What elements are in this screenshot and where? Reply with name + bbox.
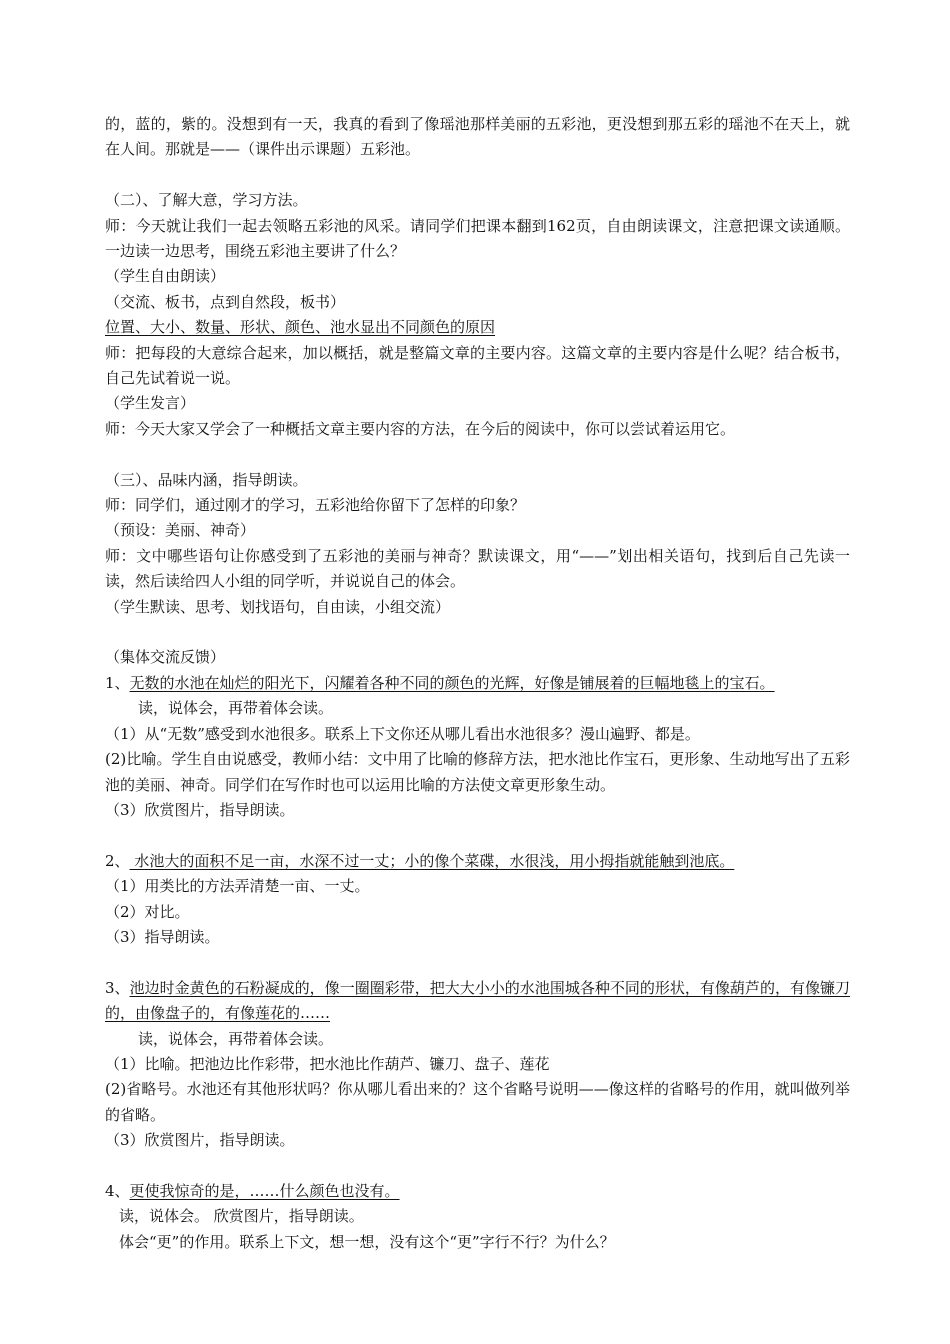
stage-note: （预设：美丽、神奇） [105,521,256,540]
item-number: 3、 [105,978,130,997]
point: （1）比喻。把池边比作彩带，把水池比作葫芦、镰刀、盘子、莲花 [105,1054,550,1073]
point: (2)比喻。学生自由说感受，教师小结：文中用了比喻的修辞方法，把水池比作宝石，更形象、生动地写出了五彩池的美丽、神奇。同学们在写作时也可以运用比喻的方法使文章更形象生动。 [105,750,850,794]
spacer [105,823,850,848]
sentence-4 [105,1179,850,1204]
board-notes [105,315,850,340]
teacher-line: 师：把每段的大意综合起来，加以概括，就是整篇文章的主要内容。这篇文章的主要内容是什么呢？结合板书，自己先试着说一说。 [105,343,850,388]
point: （1）从“无数”感受到水池很多。联系上下文你还从哪儿看出水池很多？漫山遍野、都是。 [105,724,700,743]
stage-note: （集体交流反馈） [105,648,226,667]
item-number: 1、 [105,673,130,692]
spacer [105,620,850,645]
item-number: 4、 [105,1181,130,1200]
point: (2)省略号。水池还有其他形状吗？你从哪儿看出来的？这个省略号说明——像这样的省略号的作用，就叫做列举的省略。 [105,1080,850,1124]
point: （2）对比。 [105,902,190,921]
sentence-2 [105,849,850,874]
quoted-sentence: 无数的水池在灿烂的阳光下，闪耀着各种不同的颜色的光辉，好像是铺展着的巨幅地毯上的宝石。 [129,673,775,692]
stage-note: （学生发言） [105,394,196,413]
point: （3）欣赏图片，指导朗读。 [105,1131,295,1150]
section-heading-3: （三）、品味内涵，指导朗读。 [105,470,308,489]
stage-note: （学生默读、思考、划找语句，自由读，小组交流） [105,597,451,616]
section-heading-2: （二）、了解大意，学习方法。 [105,191,308,210]
teacher-line: 师：文中哪些语句让你感受到了五彩池的美丽与神奇？默读课文，用“——”划出相关语句，找到后自己先读一读，然后读给四人小组的同学听，并说说自己的体会。 [105,546,850,591]
quoted-sentence: 更使我惊奇的是，……什么颜色也没有。 [129,1181,400,1200]
point: （3）欣赏图片，指导朗读。 [105,800,295,819]
stage-note: （交流、板书，点到自然段，板书） [105,292,346,311]
board-notes-text: 位置、大小、数量、形状、颜色、池水显出不同颜色的原因 [105,318,496,337]
instruction: 读，说体会，再带着体会读。 [138,699,334,718]
quoted-sentence: 水池大的面积不足一亩，水深不过一丈；小的像个菜碟，水很浅，用小拇指就能触到池底。 [129,851,735,870]
teacher-line: 师：今天就让我们一起去领略五彩池的风采。请同学们把课本翻到162页，自由朗读课文，注意把课文读通顺。一边读一边思考，围绕五彩池主要讲了什么？ [105,216,850,261]
point: （3）指导朗读。 [105,927,220,946]
sentence-1 [105,671,850,696]
instruction: 读，说体会，再带着体会读。 [138,1029,334,1048]
spacer [105,1154,850,1179]
spacer [105,163,850,188]
teacher-line: 师：今天大家又学会了一种概括文章主要内容的方法，在今后的阅读中，你可以尝试着运用它。 [105,419,736,438]
spacer [105,442,850,467]
item-number: 2、 [105,851,130,870]
point: （1）用类比的方法弄清楚一亩、一丈。 [105,877,370,896]
document-body [105,112,850,1255]
teacher-line: 师：同学们，通过刚才的学习，五彩池给你留下了怎样的印象？ [105,496,526,515]
sentence-3 [105,976,850,1027]
instruction: 读，说体会。 欣赏图片，指导朗读。 [119,1207,364,1226]
quoted-sentence: 池边时金黄色的石粉凝成的，像一圈圈彩带，把大大小小的水池围城各种不同的形状，有像葫芦的，有像镰刀的，由像盘子的，有像莲花的…… [105,978,850,1023]
paragraph-intro: 的，蓝的，紫的。没想到有一天，我真的看到了像瑶池那样美丽的五彩池，更没想到那五彩的瑶池不在天上，就在人间。那就是——（课件出示课题）五彩池。 [105,115,850,159]
instruction: 体会“更”的作用。联系上下文，想一想，没有这个“更”字行不行？为什么？ [119,1232,615,1251]
spacer [105,950,850,975]
stage-note: （学生自由朗读） [105,267,226,286]
